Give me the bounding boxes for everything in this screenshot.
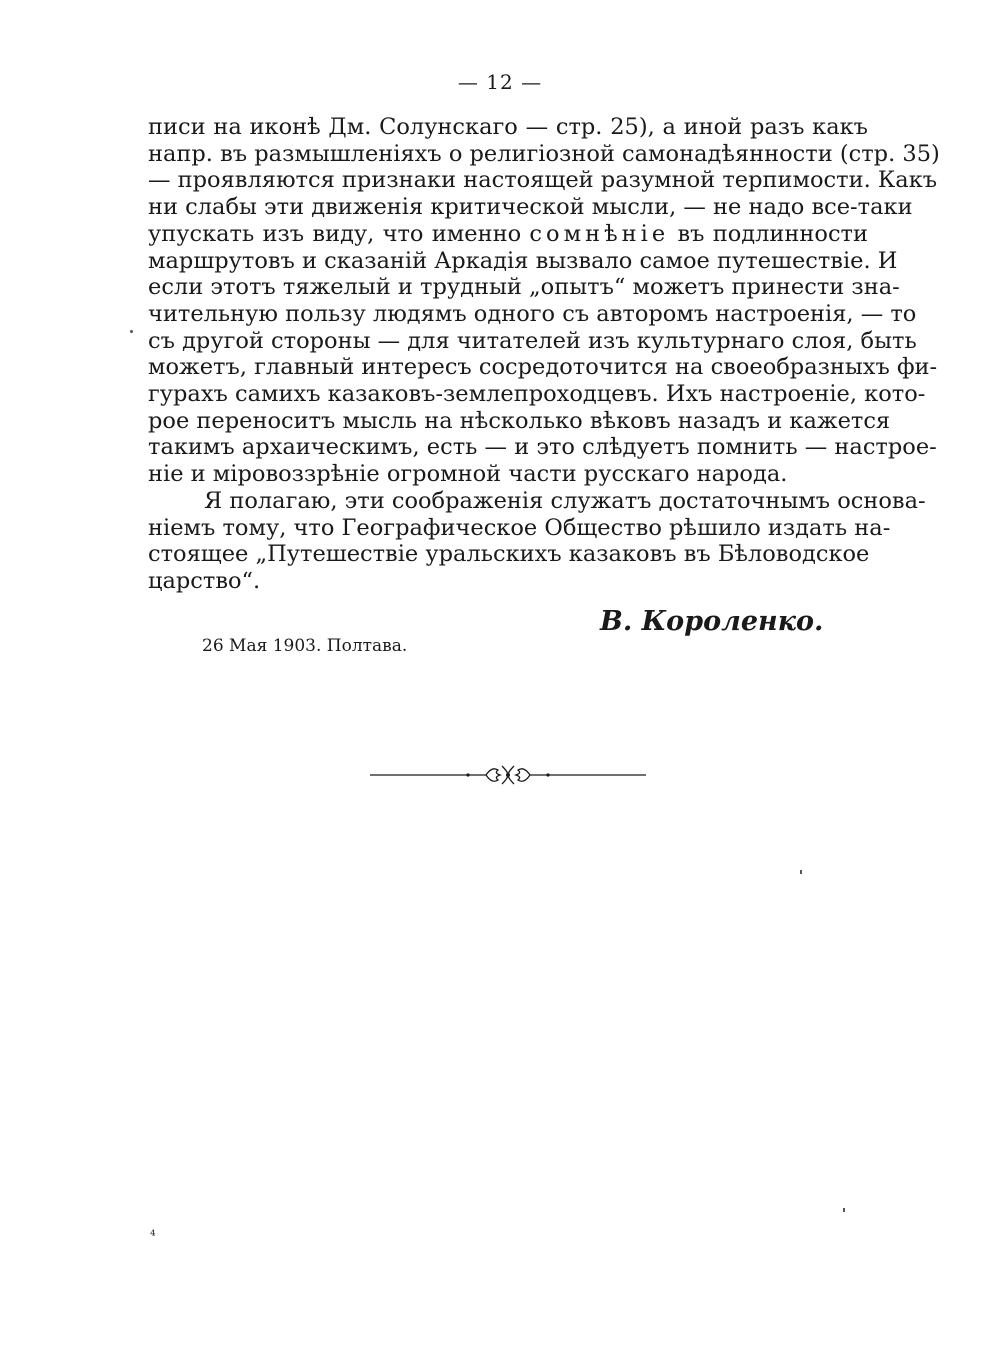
text-line: можетъ, главный интересъ сосредоточится на своеобразныхъ фи- <box>148 354 938 381</box>
text-line: такимъ архаическимъ, есть — и это слѣдуетъ помнить — настрое- <box>148 434 937 461</box>
text-line: писи на иконѣ Дм. Солунскаго — стр. 25), а иной разъ какъ <box>148 114 868 140</box>
margin-mark: ⁴ <box>150 1228 156 1244</box>
ink-speck <box>843 1208 845 1212</box>
ink-speck <box>800 870 802 874</box>
author-signature: В. Короленко. <box>600 606 824 637</box>
text-line: съ другой стороны — для читателей изъ культурнаго слоя, быть <box>148 327 917 354</box>
text-line: царство“. <box>148 567 261 594</box>
text-line: напр. въ размышленіяхъ о религіозной самонадѣянности (стр. 35) <box>148 140 940 167</box>
ink-speck <box>130 330 133 333</box>
spaced-emphasis-word: сомнѣніе <box>529 220 670 247</box>
text-line: маршрутовъ и сказаній Аркадія вызвало самое путешествіе. И <box>148 247 898 274</box>
text-line-emphasis <box>148 221 868 248</box>
text-line: ніемъ тому, что Географическое Общество рѣшило издать на- <box>148 514 891 541</box>
page-number: — 12 — <box>457 70 543 94</box>
text-line: Я полагаю, эти соображенія служатъ достаточнымъ основа- <box>204 487 926 514</box>
text-line: ни слабы эти движенія критической мысли, — не надо все-таки <box>148 194 913 221</box>
text-line: ніе и міровоззрѣніе огромной части русскаго народа. <box>148 461 788 488</box>
text-line: — проявляются признаки настоящей разумной терпимости. Какъ <box>148 167 938 194</box>
text-line: если этотъ тяжелый и трудный „опытъ“ можетъ принести зна- <box>148 274 900 301</box>
text-line: рое переноситъ мысль на нѣсколько вѣковъ назадъ и кажется <box>148 407 891 434</box>
date-place-line: 26 Мая 1903. Полтава. <box>202 636 408 656</box>
divider-ornament-icon <box>368 760 648 790</box>
text-line: чительную пользу людямъ одного съ авторомъ настроенія, — то <box>148 300 917 327</box>
text-line: стоящее „Путешествіе уральскихъ казаковъ въ Бѣловодское <box>148 541 870 568</box>
body-text <box>148 114 940 595</box>
text-line: гурахъ самихъ казаковъ-землепроходцевъ. Ихъ настроеніе, кото- <box>148 381 926 408</box>
text-segment: упускать изъ виду, что именно <box>148 220 522 247</box>
text-segment: въ подлинности <box>677 220 868 247</box>
